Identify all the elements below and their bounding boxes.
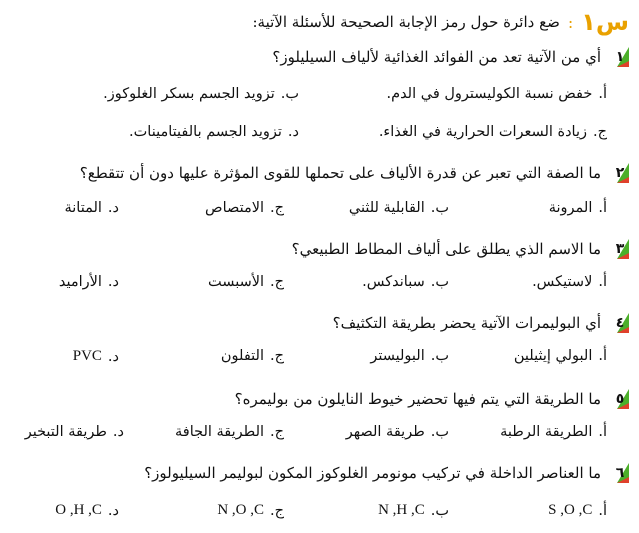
option-d[interactable]: د. O ,H ,C (55, 502, 119, 519)
option-d[interactable]: د. PVC (72, 348, 119, 365)
option-a[interactable]: أ. المرونة (548, 200, 607, 216)
number-badge-icon: ٣ (611, 239, 629, 259)
question-label: س١ (581, 8, 629, 36)
question-text: ما الصفة التي تعبر عن قدرة الألياف على تحملها للقوى المؤثرة عليها دون أن تتقطع؟ (79, 164, 601, 182)
question-1 (10, 44, 629, 70)
number-badge-icon: ٢ (611, 163, 629, 183)
options-row-2 (10, 200, 629, 224)
option-a[interactable]: أ. خفض نسبة الكوليسترول في الدم. (386, 86, 607, 102)
question-3 (10, 236, 629, 262)
options-row-4 (10, 348, 629, 372)
option-c[interactable]: ج. التفلون (220, 348, 284, 364)
option-c[interactable]: ج. N ,O ,C (217, 502, 284, 519)
option-a[interactable]: أ. الطريقة الرطبة (500, 424, 607, 440)
options-row-6 (10, 502, 629, 526)
options-row-1b (10, 124, 629, 148)
section-header (252, 8, 629, 36)
option-c[interactable]: ج. زيادة السعرات الحرارية في الغذاء. (378, 124, 607, 140)
number-badge-icon: ٤ (611, 313, 629, 333)
option-d[interactable]: د. طريقة التبخير (24, 424, 124, 440)
question-2 (10, 160, 629, 186)
option-c[interactable]: ج. الطريقة الجافة (174, 424, 284, 440)
option-b[interactable]: ب. القابلية للثني (348, 200, 449, 216)
option-b[interactable]: ب. البوليستر (370, 348, 449, 364)
option-d[interactable]: د. تزويد الجسم بالفيتامينات. (129, 124, 299, 140)
option-b[interactable]: ب. N ,H ,C (378, 502, 449, 519)
question-text: ما الطريقة التي يتم فيها تحضير خيوط النايلون من بوليمره؟ (234, 390, 601, 408)
option-c[interactable]: ج. الامتصاص (205, 200, 284, 216)
options-row-5 (10, 424, 629, 448)
number-badge-icon: ٦ (611, 463, 629, 483)
question-text: ما الاسم الذي يطلق على ألياف المطاط الطبيعي؟ (291, 240, 601, 258)
instruction-text: ضع دائرة حول رمز الإجابة الصحيحة للأسئلة الآتية: (252, 13, 560, 31)
question-text: أي البوليمرات الآتية يحضر بطريقة التكثيف؟ (332, 314, 601, 332)
option-b[interactable]: ب. سباندكس. (362, 274, 449, 290)
question-5 (10, 386, 629, 412)
option-a[interactable]: أ. البولي إيثيلين (513, 348, 607, 364)
option-a[interactable]: أ. S ,O ,C (548, 502, 607, 519)
question-6 (10, 460, 629, 486)
option-d[interactable]: د. المتانة (64, 200, 119, 216)
question-4 (10, 310, 629, 336)
option-b[interactable]: ب. طريقة الصهر (345, 424, 449, 440)
options-row-3 (10, 274, 629, 298)
options-row-1a (10, 86, 629, 110)
header-colon: : (567, 12, 574, 32)
option-a[interactable]: أ. لاستيكس. (532, 274, 607, 290)
question-text: ما العناصر الداخلة في تركيب مونومر الغلوكوز المكون لبوليمر السيليولوز؟ (144, 464, 601, 482)
option-c[interactable]: ج. الأسبست (208, 274, 284, 290)
number-badge-icon: ٥ (611, 389, 629, 409)
option-b[interactable]: ب. تزويد الجسم بسكر الغلوكوز. (103, 86, 299, 102)
number-badge-icon: ١ (611, 47, 629, 67)
question-text: أي من الآتية تعد من الفوائد الغذائية لألياف السيليلوز؟ (272, 48, 601, 66)
option-d[interactable]: د. الأراميد (58, 274, 119, 290)
